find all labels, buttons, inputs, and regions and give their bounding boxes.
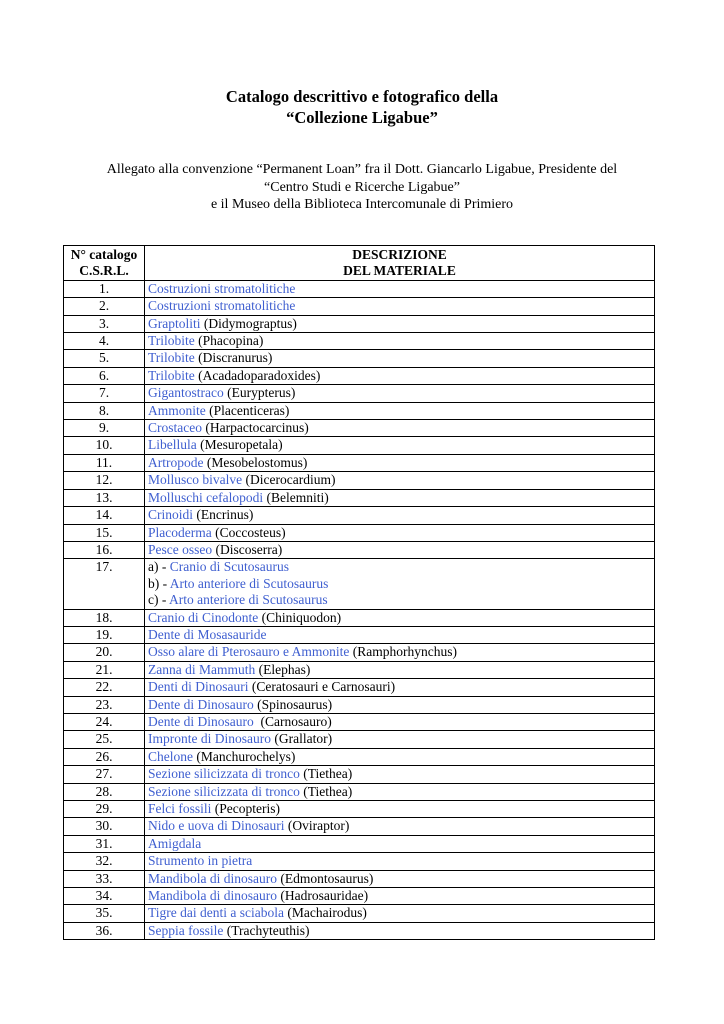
material-species: (Dicerocardium) xyxy=(242,472,336,488)
catalog-number: 26. xyxy=(64,748,145,765)
material-description xyxy=(145,783,655,800)
material-link[interactable]: Nido e uova di Dinosauri xyxy=(148,818,285,834)
material-species: (Tiethea) xyxy=(299,783,353,799)
material-species: (Mesuropetala) xyxy=(196,437,283,453)
catalog-number: 19. xyxy=(64,626,145,643)
material-species: (Discoserra) xyxy=(212,541,283,557)
sub-item-prefix: b) - xyxy=(148,575,170,591)
table-row xyxy=(64,696,655,713)
material-link[interactable]: Ammonite xyxy=(148,402,206,418)
catalog-number: 28. xyxy=(64,783,145,800)
table-row xyxy=(64,801,655,818)
table-row xyxy=(64,835,655,852)
catalog-number: 3. xyxy=(64,315,145,332)
table-row xyxy=(64,541,655,558)
material-link[interactable]: Seppia fossile xyxy=(148,922,224,938)
material-link[interactable]: Strumento in pietra xyxy=(148,853,253,869)
material-link[interactable]: Trilobite xyxy=(148,367,195,383)
header-catalog-number-line-2: C.S.R.L. xyxy=(79,263,129,279)
material-link[interactable]: Costruzioni stromatolitiche xyxy=(148,280,296,296)
title-line-1: Catalogo descrittivo e fotografico della xyxy=(225,87,499,106)
table-row xyxy=(64,350,655,367)
material-link[interactable]: Amigdala xyxy=(148,835,202,851)
table-row xyxy=(64,783,655,800)
table-row xyxy=(64,437,655,454)
material-description xyxy=(145,524,655,541)
table-row xyxy=(64,644,655,661)
material-link[interactable]: Mollusco bivalve xyxy=(148,472,243,488)
material-link[interactable]: Arto anteriore di Scutosaurus xyxy=(169,575,329,591)
catalog-number: 32. xyxy=(64,853,145,870)
material-description xyxy=(145,609,655,626)
catalog-body xyxy=(64,280,655,939)
material-link[interactable]: Chelone xyxy=(148,748,193,764)
header-description-line-1: DESCRIZIONE xyxy=(352,247,447,262)
material-description xyxy=(145,298,655,315)
material-description xyxy=(145,731,655,748)
material-description xyxy=(145,315,655,332)
material-link[interactable]: Mandibola di dinosauro xyxy=(148,870,277,886)
material-description xyxy=(145,644,655,661)
material-description xyxy=(145,489,655,506)
material-link[interactable]: Dente di Dinosauro xyxy=(148,696,254,712)
material-species: (Elephas) xyxy=(255,661,311,677)
table-row xyxy=(64,420,655,437)
catalog-number: 24. xyxy=(64,713,145,730)
material-description xyxy=(145,922,655,939)
sub-item xyxy=(148,592,651,608)
catalog-number: 15. xyxy=(64,524,145,541)
table-row xyxy=(64,748,655,765)
material-species: (Carnosauro) xyxy=(253,713,332,729)
title-line-2: “Collezione Ligabue” xyxy=(286,108,438,127)
material-link[interactable]: Cranio di Scutosaurus xyxy=(169,559,289,575)
material-link[interactable]: Dente di Dinosauro xyxy=(148,713,254,729)
material-link[interactable]: Trilobite xyxy=(148,333,195,349)
material-link[interactable]: Libellula xyxy=(148,437,197,453)
material-link[interactable]: Dente di Mosasauride xyxy=(148,626,267,642)
sub-item xyxy=(148,559,651,575)
material-link[interactable]: Artropode xyxy=(148,454,204,470)
material-description xyxy=(145,472,655,489)
table-row xyxy=(64,472,655,489)
material-species: (Placenticeras) xyxy=(205,402,290,418)
material-description xyxy=(145,888,655,905)
material-description xyxy=(145,853,655,870)
intro-paragraph xyxy=(0,161,724,214)
material-link[interactable]: Tigre dai denti a sciabola xyxy=(148,905,284,921)
material-link[interactable]: Pesce osseo xyxy=(148,541,213,557)
material-link[interactable]: Impronte di Dinosauro xyxy=(148,731,271,747)
material-species: (Oviraptor) xyxy=(284,818,350,834)
material-description xyxy=(145,541,655,558)
table-row xyxy=(64,731,655,748)
intro-line-3: e il Museo della Biblioteca Intercomunale di Primiero xyxy=(210,197,514,212)
material-species: (Phacopina) xyxy=(194,333,264,349)
catalog-number: 33. xyxy=(64,870,145,887)
catalog-number: 6. xyxy=(64,367,145,384)
material-species: (Edmontosaurus) xyxy=(276,870,374,886)
header-catalog-number xyxy=(64,246,145,281)
material-species: (Acadadoparadoxides) xyxy=(194,367,321,383)
table-row xyxy=(64,766,655,783)
material-link[interactable]: Sezione silicizzata di tronco xyxy=(148,783,300,799)
material-link[interactable]: Costruzioni stromatolitiche xyxy=(148,298,296,314)
table-row xyxy=(64,922,655,939)
table-row xyxy=(64,333,655,350)
material-link[interactable]: Molluschi cefalopodi xyxy=(148,489,264,505)
catalog-number: 31. xyxy=(64,835,145,852)
material-species: (Pecopteris) xyxy=(211,801,280,816)
material-link[interactable]: Gigantostraco xyxy=(148,385,224,401)
material-species: (Manchurochelys) xyxy=(193,748,296,764)
catalog-number: 22. xyxy=(64,679,145,696)
material-description xyxy=(145,454,655,471)
table-row xyxy=(64,454,655,471)
material-species: (Trachyteuthis) xyxy=(223,922,310,938)
table-row xyxy=(64,367,655,384)
intro-line-1: Allegato alla convenzione “Permanent Loan” fra il Dott. Giancarlo Ligabue, Presidente del xyxy=(106,162,618,177)
table-row xyxy=(64,609,655,626)
catalog-number: 11. xyxy=(64,454,145,471)
table-row xyxy=(64,402,655,419)
material-description xyxy=(145,679,655,696)
catalog-number: 35. xyxy=(64,905,145,922)
table-header-row xyxy=(64,246,655,281)
catalog-number: 7. xyxy=(64,385,145,402)
material-link[interactable]: Graptoliti xyxy=(148,315,201,331)
catalog-number: 12. xyxy=(64,472,145,489)
material-link[interactable]: Denti di Dinosauri xyxy=(148,679,249,695)
table-row xyxy=(64,853,655,870)
material-description xyxy=(145,559,655,609)
catalog-number: 16. xyxy=(64,541,145,558)
material-description xyxy=(145,818,655,835)
table-row xyxy=(64,559,655,609)
table-row xyxy=(64,524,655,541)
material-description xyxy=(145,696,655,713)
material-description xyxy=(145,280,655,297)
material-species: (Eurypterus) xyxy=(223,385,296,401)
material-description xyxy=(145,333,655,350)
header-description xyxy=(145,246,655,281)
intro-line-2: “Centro Studi e Ricerche Ligabue” xyxy=(264,179,460,195)
material-species: (Coccosteus) xyxy=(211,524,286,540)
table-row xyxy=(64,280,655,297)
table-row xyxy=(64,818,655,835)
catalog-number: 34. xyxy=(64,888,145,905)
catalog-number: 17. xyxy=(64,559,145,609)
material-description xyxy=(145,402,655,419)
catalog-number: 25. xyxy=(64,731,145,748)
table-row xyxy=(64,679,655,696)
material-species: (Grallator) xyxy=(270,731,333,747)
catalog-number: 8. xyxy=(64,402,145,419)
material-link[interactable]: Cranio di Cinodonte xyxy=(148,609,259,625)
table-row xyxy=(64,298,655,315)
sub-item-prefix: c) - xyxy=(148,592,169,608)
material-description xyxy=(145,801,655,818)
sub-item-prefix: a) - xyxy=(148,559,170,575)
material-link[interactable]: Zanna di Mammuth xyxy=(148,661,256,677)
catalog-number: 30. xyxy=(64,818,145,835)
catalog-number: 10. xyxy=(64,437,145,454)
catalog-number: 20. xyxy=(64,644,145,661)
catalog-number: 4. xyxy=(64,333,145,350)
material-link[interactable]: Placoderma xyxy=(148,524,212,540)
document-title xyxy=(0,86,724,128)
material-link[interactable]: Felci fossili xyxy=(148,801,212,816)
material-species: (Tiethea) xyxy=(299,766,353,782)
material-description xyxy=(145,437,655,454)
material-link[interactable]: Crostaceo xyxy=(148,420,202,436)
material-description xyxy=(145,385,655,402)
catalog-number: 27. xyxy=(64,766,145,783)
material-species: (Spinosaurus) xyxy=(253,696,333,712)
material-species: (Mesobelostomus) xyxy=(203,454,308,470)
table-row xyxy=(64,661,655,678)
material-description xyxy=(145,507,655,524)
catalog-number: 5. xyxy=(64,350,145,367)
table-row xyxy=(64,315,655,332)
material-link[interactable]: Trilobite xyxy=(148,350,195,366)
catalog-number: 23. xyxy=(64,696,145,713)
material-description xyxy=(145,713,655,730)
catalog-number: 18. xyxy=(64,609,145,626)
material-species: (Ceratosauri e Carnosauri) xyxy=(248,679,396,695)
catalog-number: 36. xyxy=(64,922,145,939)
material-description xyxy=(145,367,655,384)
catalog-number: 14. xyxy=(64,507,145,524)
table-row xyxy=(64,626,655,643)
header-catalog-number-line-1: N° catalogo xyxy=(70,247,138,262)
catalog-number: 13. xyxy=(64,489,145,506)
material-description xyxy=(145,870,655,887)
header-description-line-2: DEL MATERIALE xyxy=(343,263,456,279)
catalog-number: 9. xyxy=(64,420,145,437)
material-species: (Chiniquodon) xyxy=(258,609,342,625)
material-species: (Discranurus) xyxy=(194,350,273,366)
material-link[interactable]: Crinoidi xyxy=(148,507,194,523)
material-description xyxy=(145,661,655,678)
table-row xyxy=(64,489,655,506)
material-description xyxy=(145,766,655,783)
material-description xyxy=(145,350,655,367)
material-species: (Encrinus) xyxy=(193,507,254,523)
table-row xyxy=(64,870,655,887)
material-species: (Didymograptus) xyxy=(200,315,297,331)
material-description xyxy=(145,626,655,643)
table-row xyxy=(64,507,655,524)
material-species: (Ramphorhynchus) xyxy=(349,644,457,660)
material-description xyxy=(145,905,655,922)
material-description xyxy=(145,748,655,765)
material-species: (Harpactocarcinus) xyxy=(201,420,309,436)
table-row xyxy=(64,905,655,922)
material-link[interactable]: Mandibola di dinosauro xyxy=(148,888,277,904)
catalog-number: 21. xyxy=(64,661,145,678)
material-species: (Belemniti) xyxy=(263,489,329,505)
sub-item xyxy=(148,576,651,592)
table-row xyxy=(64,888,655,905)
material-description xyxy=(145,420,655,437)
material-description xyxy=(145,835,655,852)
material-species: (Machairodus) xyxy=(283,905,367,921)
material-link[interactable]: Osso alare di Pterosauro e Ammonite xyxy=(148,644,350,660)
table-row xyxy=(64,385,655,402)
catalog-number: 29. xyxy=(64,801,145,818)
catalog-table xyxy=(63,245,655,940)
material-link[interactable]: Sezione silicizzata di tronco xyxy=(148,766,300,782)
catalog-number: 1. xyxy=(64,280,145,297)
material-link[interactable]: Arto anteriore di Scutosaurus xyxy=(169,592,328,608)
table-row xyxy=(64,713,655,730)
catalog-number: 2. xyxy=(64,298,145,315)
material-species: (Hadrosauridae) xyxy=(276,888,369,904)
